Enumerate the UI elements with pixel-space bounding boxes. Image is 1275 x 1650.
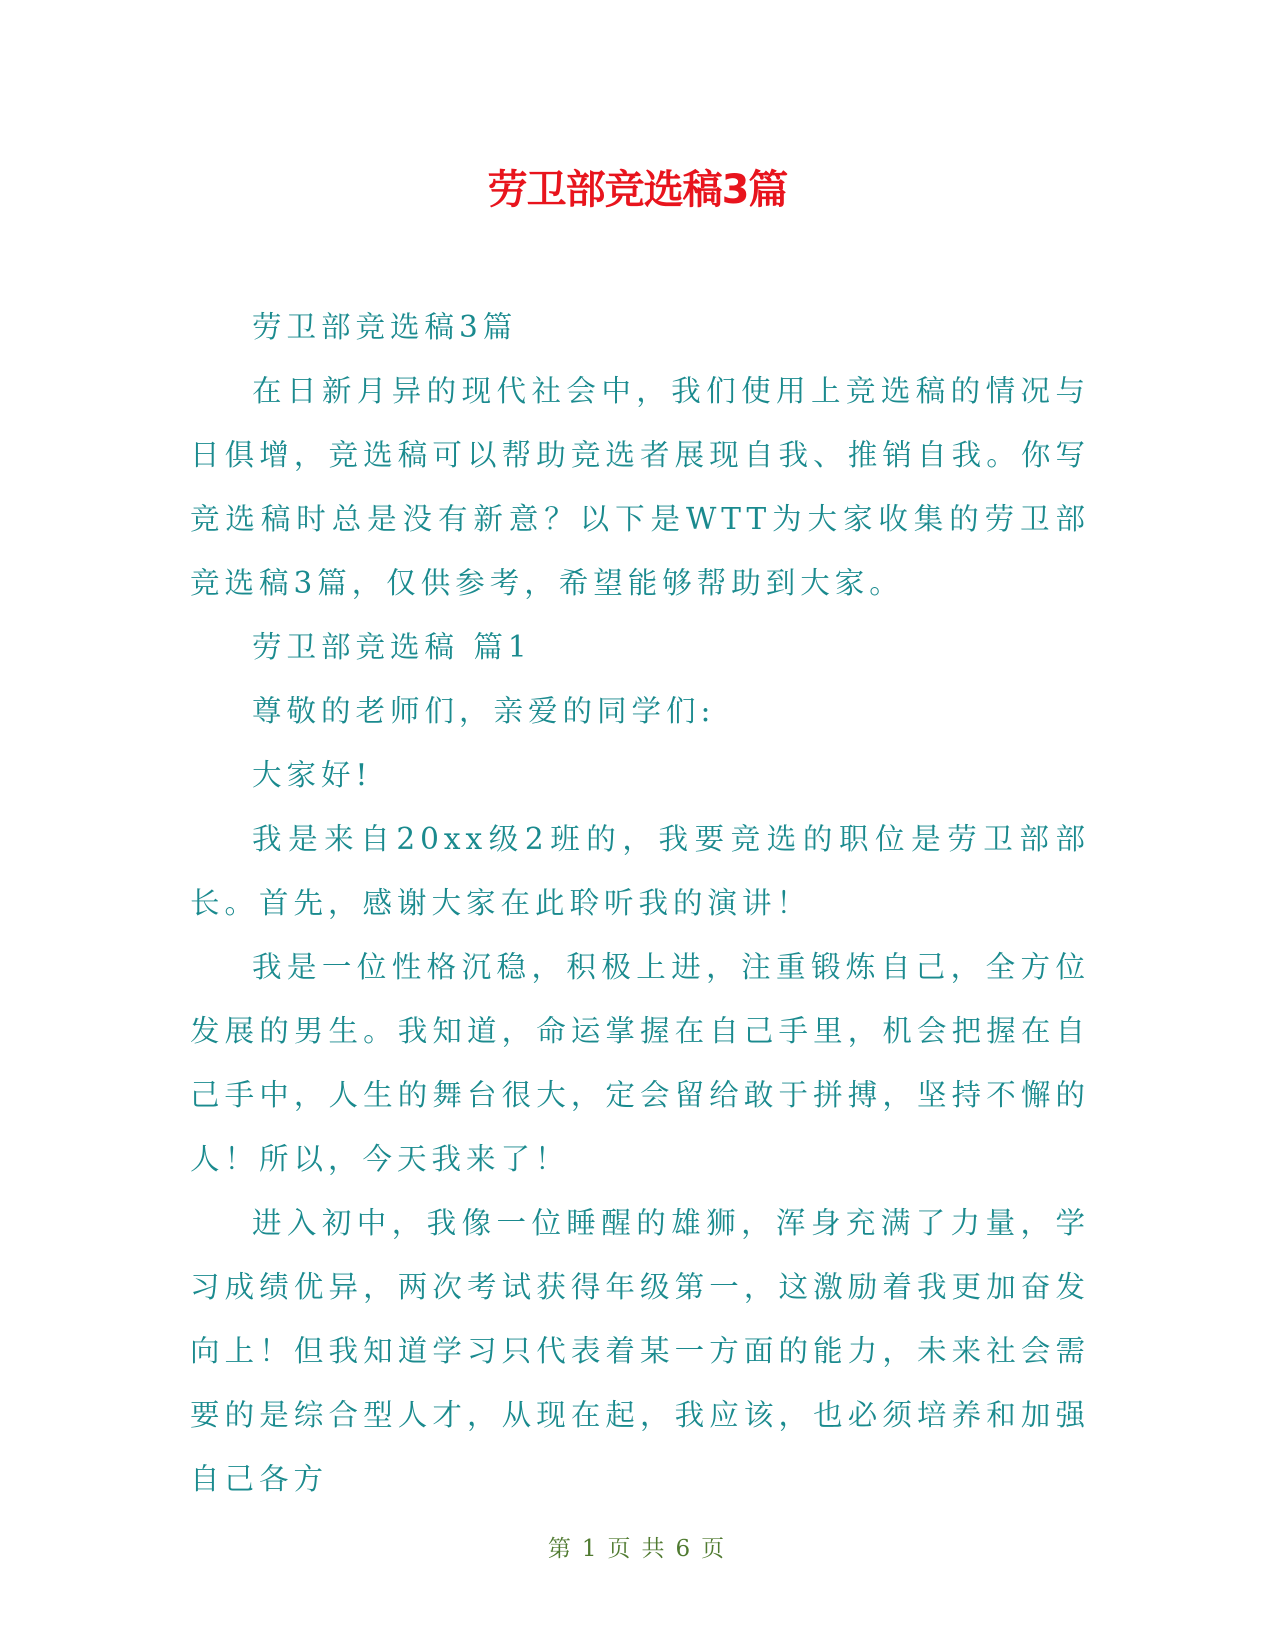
paragraph-personality: 我是一位性格沉稳，积极上进，注重锻炼自己，全方位发展的男生。我知道，命运掌握在自己手里，机会把握在自己手中，人生的舞台很大，定会留给敢于拼搏，坚持不懈的人！所以，今天我来了！: [190, 950, 1090, 1176]
footer-total-pages: 6: [675, 1536, 694, 1562]
paragraph-subtitle: 劳卫部竞选稿3篇: [252, 310, 518, 344]
document-title: 劳卫部竞选稿3篇: [487, 167, 788, 213]
paragraph-self-intro: 我是来自20xx级2班的，我要竞选的职位是劳卫部部长。首先，感谢大家在此聆听我的演讲！: [190, 822, 1090, 920]
paragraph-greeting: 大家好!: [252, 758, 373, 792]
paragraph-intro: 在日新月异的现代社会中，我们使用上竞选稿的情况与日俱增，竞选稿可以帮助竞选者展现自我、推销自我。你写竞选稿时总是没有新意？以下是WTT为大家收集的劳卫部竞选稿3篇，仅供参考，希望能够帮助到大家。: [190, 374, 1090, 600]
footer-label-page-unit: 页: [607, 1536, 634, 1562]
paragraph-salutation: 尊敬的老师们，亲爱的同学们:: [252, 694, 716, 728]
footer-label-total: 共: [641, 1536, 668, 1562]
document-body: [190, 295, 1090, 1511]
paragraph-achievements: 进入初中，我像一位睡醒的雄狮，浑身充满了力量，学习成绩优异，两次考试获得年级第一，这激励着我更加奋发向上！但我知道学习只代表着某一方面的能力，未来社会需要的是综合型人才，从现在起，我应该，也必须培养和加强自己各方: [190, 1206, 1090, 1496]
footer-label-page: 第: [547, 1536, 574, 1562]
footer-current-page: 1: [581, 1536, 600, 1562]
page-footer: [0, 1532, 1275, 1566]
paragraph-section-heading: 劳卫部竞选稿 篇1: [252, 630, 532, 664]
footer-label-total-unit: 页: [701, 1536, 728, 1562]
